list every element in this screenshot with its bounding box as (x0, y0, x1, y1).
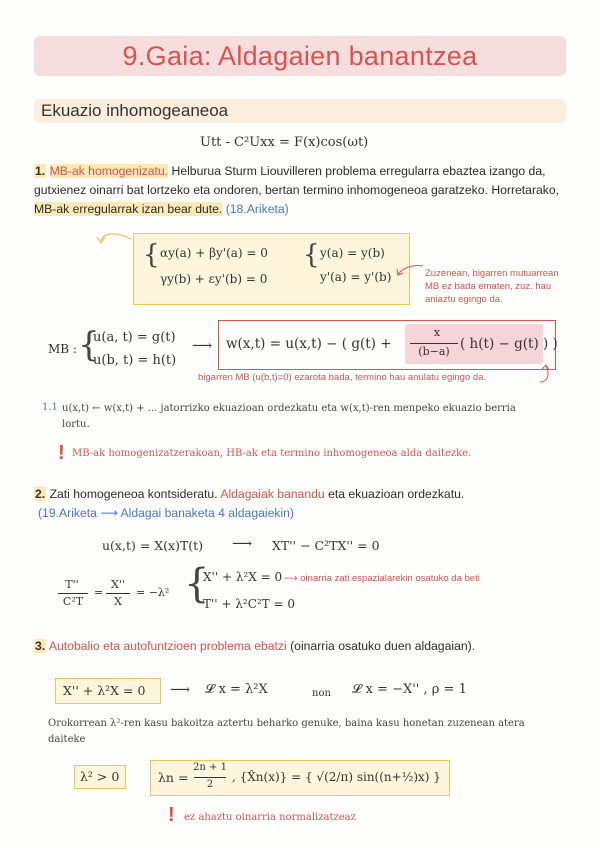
w-frac-den: (b−a) (418, 345, 450, 358)
warning-icon: ! (58, 442, 65, 464)
bc-side1: y(a) = y(b) (320, 246, 385, 260)
sys2: T'' + λ²C²T = 0 (203, 597, 296, 611)
bc-line2: γy(b) + εy'(b) = 0 (160, 272, 268, 286)
eigen-non: non (312, 688, 331, 699)
eigen-op: 𝓛 x = λ²X (205, 682, 268, 697)
substep-11-text: u(x,t) ← w(x,t) + ... jatorrizko ekuazioan ordezkatu eta w(x,t)-ren menpeko ekuazio berria lortu. (62, 403, 516, 430)
warning2-icon: ! (168, 804, 175, 826)
mb-line1: u(a, t) = g(t) (93, 330, 176, 345)
lambda-frac-bar (194, 777, 226, 778)
bc-brace-right: { (303, 240, 320, 270)
ratio-X-num: X'' (111, 578, 125, 591)
step3-paragraph (34, 637, 566, 656)
step1-highlight: MB-ak erregularrak izan bear dute. (34, 202, 223, 216)
sys-brace: { (184, 561, 210, 607)
main-equation: Utt - C²Uxx = F(x)cos(ωt) (200, 135, 369, 150)
w-frac-num: x (433, 326, 441, 339)
lambda-frac-num: 2n + 1 (193, 762, 227, 773)
lambda-n: λn = (158, 770, 189, 785)
final-basis: , {X̂n(x)} = { √(2/π) sin((n+½)x) } (232, 770, 441, 784)
step2-number: 2. (35, 487, 46, 501)
mb-brace: { (78, 325, 100, 365)
bc-side2: y'(a) = y'(b) (320, 270, 392, 284)
bc-line1: αy(a) + βy'(a) = 0 (160, 246, 268, 260)
substep-11-number: 1.1 (42, 402, 58, 413)
eigen-boxed: X'' + λ²X = 0 (63, 683, 146, 698)
ratio-rest: = −λ² (136, 586, 170, 599)
sep-arrow: ⟶ (232, 536, 253, 552)
mb-arrow: ⟶ (192, 338, 213, 354)
step2-ref-b: Aldagai banaketa 4 aldagaiekin) (120, 506, 294, 520)
step2-ref (38, 504, 294, 523)
step1-ref: (18.Ariketa) (225, 202, 289, 216)
step1-number: 1. (35, 164, 46, 178)
mb-label: MB : (48, 342, 77, 356)
sys1-note: ⟶ oinarria zati espazialarekin osatuko da beti (284, 573, 480, 584)
ratio-X-bar (106, 593, 130, 594)
ratio-X-den: X (114, 595, 122, 608)
note-cases: Orokorrean λ²-ren kasu bakoitza aztertu beharko genuke, baina kasu honetan zuzenean atera daiteke (48, 718, 525, 745)
eigen-arrow: ⟶ (170, 682, 191, 698)
bc-box (133, 233, 410, 305)
eigen-op-def: 𝓛 x = −X'' , ρ = 1 (352, 682, 467, 697)
step3-highlight: Autobalio eta autofuntzioen problema ebatzi (48, 639, 287, 653)
step2-text-a: Zati homogeneoa kontsideratu. (49, 487, 218, 501)
note-under-box: bigarren MB (u(b,t)=0) ezarota bada, termino hau anulatu egingo da. (198, 372, 487, 383)
curved-arrow-icon (95, 225, 135, 255)
step3-number: 3. (35, 639, 46, 653)
mb-line2: u(b, t) = h(t) (93, 353, 177, 368)
w-formula-left: w(x,t) = u(x,t) − ( g(t) + (226, 336, 392, 352)
lambda-frac-den: 2 (206, 779, 214, 790)
w-formula-right: ( h(t) − g(t) ) ) (460, 336, 558, 352)
step2-paragraph (34, 485, 566, 504)
step3-text: (oinarria osatuko duen aldagaian). (290, 639, 476, 653)
note-under-arrow-icon (536, 364, 556, 386)
lambda-cond: λ² > 0 (80, 769, 120, 784)
step2-highlight: Aldagaiak banandu (220, 487, 325, 501)
section-title: Ekuazio inhomogeaneoa (41, 101, 229, 120)
note-right: Zuzenean, bigarren mutuarrean MB ez bada ematen, zuz. hau aniaztu egingo da. (425, 268, 559, 305)
sep-left: u(x,t) = X(x)T(t) (102, 538, 204, 553)
ratio-T-den: C²T (62, 595, 84, 608)
sys1-note-text: oinarria zati espazialarekin osatuko da beti (300, 573, 480, 584)
step1-lead: MB-ak homogenizatu. (49, 164, 169, 178)
step1-text: Helburua Sturm Liouvilleren problema erregularra ebaztea izango da, gutxienez oinarri bat lortzeko eta ondoren, bertan termino inhomogeneoa garatzeko. Horretarako, (34, 164, 560, 197)
step2-text-b: eta ekuazioan ordezkatu. (328, 487, 465, 501)
step2-ref-a: (19.Ariketa (38, 506, 97, 520)
note-right-arrow-icon (395, 262, 425, 278)
sep-right: XT'' − C²TX'' = 0 (272, 538, 380, 553)
step2-ref-arrow: ⟶ (100, 506, 118, 520)
ratio-T-num: T'' (65, 578, 79, 591)
step1-paragraph (34, 162, 566, 219)
ratio-T-bar (58, 593, 88, 594)
page-title: 9.Gaia: Aldagaien banantzea (122, 41, 478, 71)
ratio-eq: = (94, 586, 104, 599)
sys1: X'' + λ²X = 0 (203, 570, 283, 584)
bc-brace-left: { (143, 240, 160, 270)
w-frac-bar (410, 343, 458, 344)
warning2-text: ez ahaztu oinarria normalizatzeaz (184, 812, 356, 823)
warning1-text: MB-ak homogenizatzerakoan, HB-ak eta termino inhomogeneoa alda daitezke. (72, 448, 472, 459)
